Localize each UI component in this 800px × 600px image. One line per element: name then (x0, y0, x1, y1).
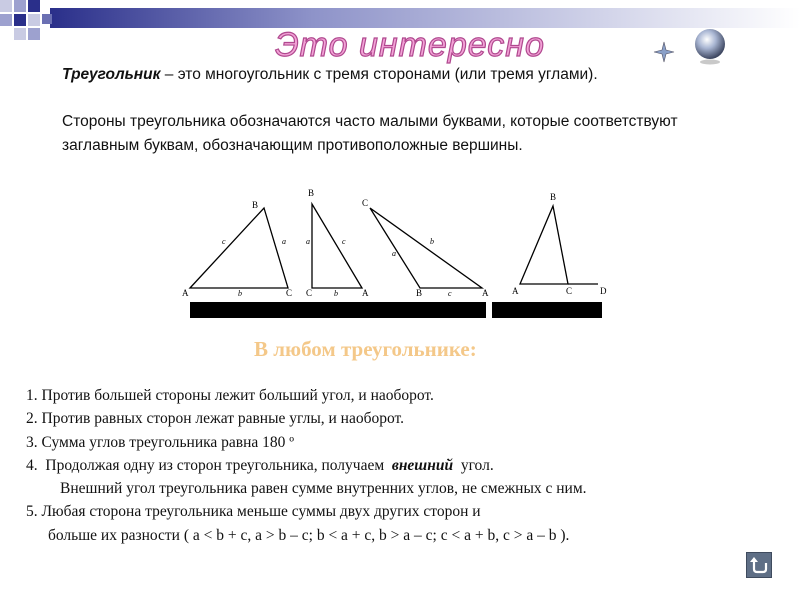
vertex-label: C (306, 288, 313, 298)
list-item: больше их разности ( a < b + c, a > b – c; b < a + c, b > a – c; c < a + b, c > a – b ). (48, 526, 570, 544)
vertex-label: C (362, 198, 369, 208)
properties-list (26, 387, 786, 550)
side-label: b (430, 237, 434, 246)
triangles-figure (176, 186, 616, 306)
figure-bar-left (190, 302, 486, 318)
list-item: 1. Против большей стороны лежит больший угол, и наоборот. (26, 387, 434, 404)
vertex-label: B (252, 200, 259, 210)
side-label: b (334, 289, 338, 298)
side-label: a (392, 249, 396, 258)
side-label: c (222, 237, 226, 246)
vertex-label: A (362, 288, 369, 298)
side-label: a (306, 237, 310, 246)
vertex-label: A (512, 286, 519, 296)
definition-term: Треугольник (62, 66, 161, 83)
list-item: 5. Любая сторона треугольника меньше суммы двух других сторон и (26, 503, 481, 521)
return-button[interactable] (746, 552, 772, 578)
star-sparkle-icon (652, 40, 676, 64)
vertex-label: B (308, 188, 315, 198)
list-item (26, 457, 786, 480)
orb-icon (692, 26, 728, 66)
vertex-label: B (416, 288, 423, 298)
vertex-label: C (566, 286, 573, 296)
return-arrow-icon (747, 553, 771, 577)
vertex-label: D (600, 286, 607, 296)
page-title-wordart: Это интересно (275, 26, 545, 64)
vertex-label: B (550, 192, 557, 202)
figure-bar-right (492, 302, 602, 318)
emphasis-word: внешний (391, 456, 454, 474)
definition-paragraph (62, 66, 782, 84)
side-label: c (342, 237, 346, 246)
definition-text: – это многоугольник с тремя сторонами (или тремя углами). (160, 66, 598, 83)
vertex-label: A (182, 288, 189, 298)
section-title: В любом треугольнике: (254, 337, 477, 361)
vertex-label: C (286, 288, 293, 298)
vertex-label: A (482, 288, 489, 298)
side-label: c (448, 289, 452, 298)
list-item: Внешний угол треугольника равен сумме внутренних углов, не смежных с ним. (60, 480, 587, 498)
side-label: b (238, 289, 242, 298)
side-label: a (282, 237, 286, 246)
list-item: 3. Сумма углов треугольника равна 180 º (26, 433, 295, 451)
list-item-text: угол. (453, 456, 494, 474)
list-item-text: 4. Продолжая одну из сторон треугольника, получаем (26, 456, 392, 474)
list-item: 2. Против равных сторон лежат равные углы, и наоборот. (26, 410, 404, 428)
notation-paragraph: Стороны треугольника обозначаются часто малыми буквами, которые соответствуют заглавным буквам, обозначающим противоположные вершины. (62, 113, 678, 154)
